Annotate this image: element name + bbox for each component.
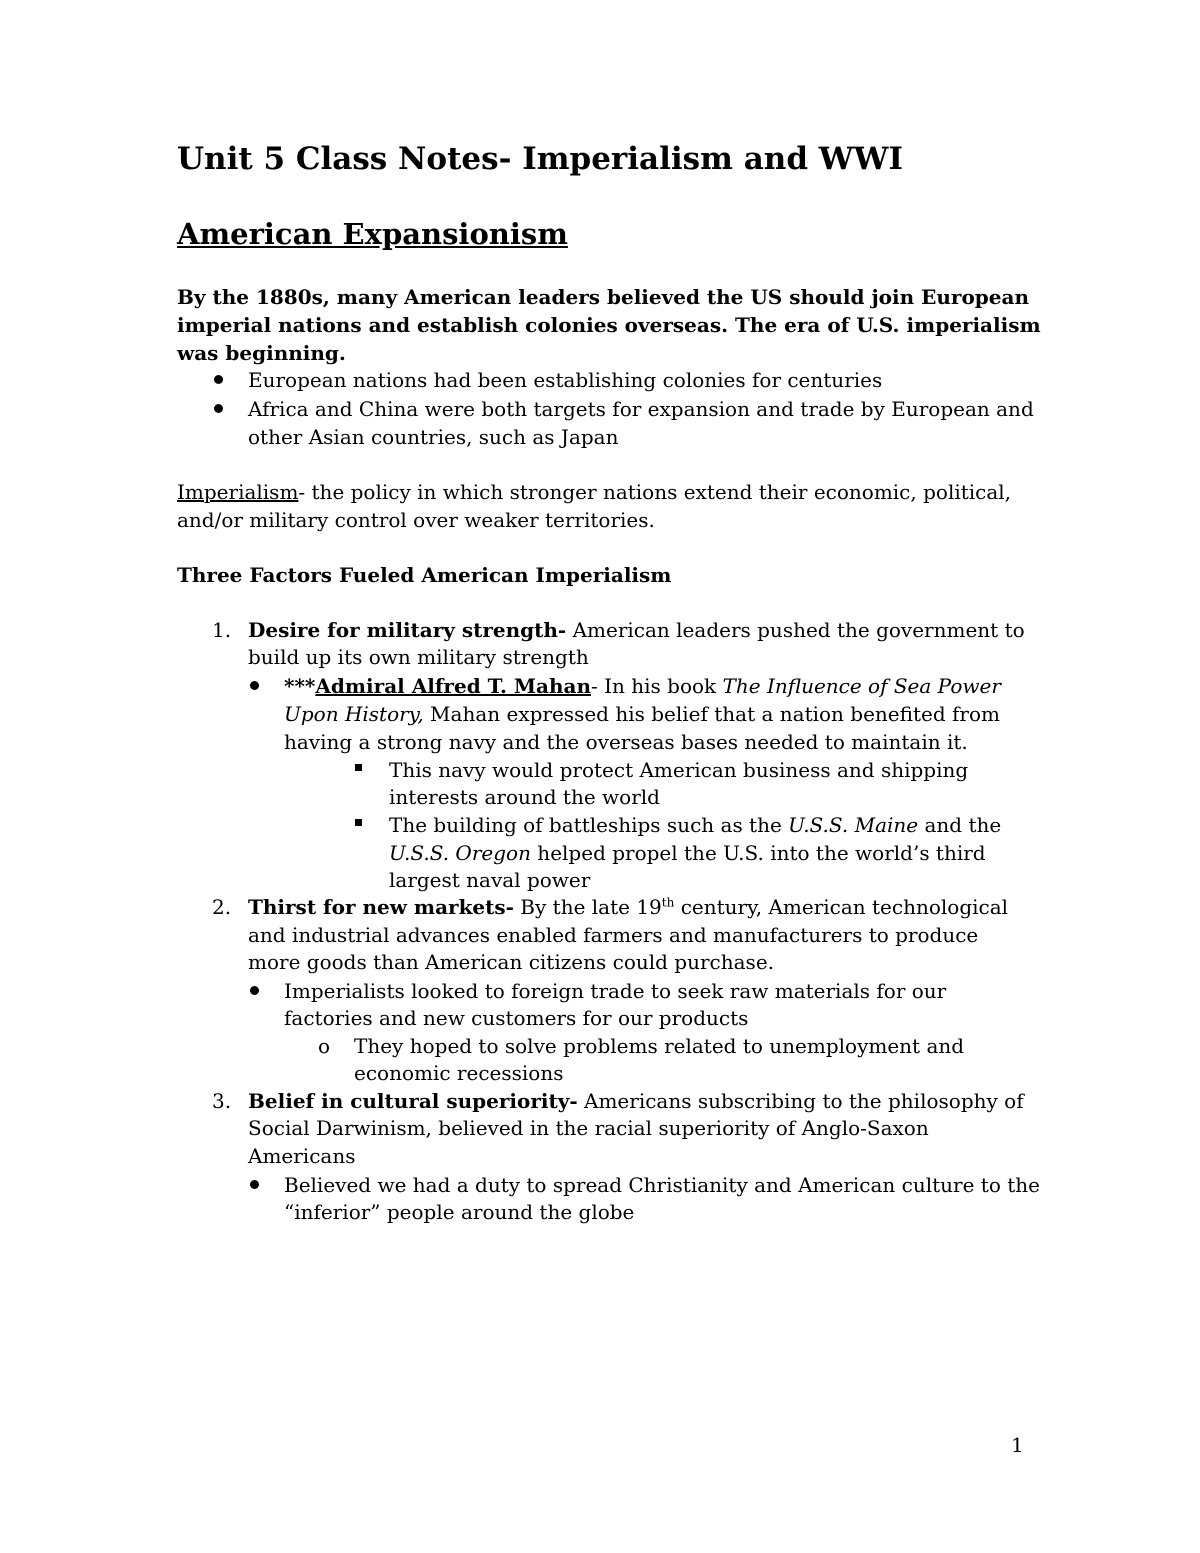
battleships-line-3: largest naval power <box>389 868 591 892</box>
factor-2-sub-line-1: Imperialists looked to foreign trade to seek raw materials for our <box>284 979 947 1003</box>
ship-oregon: U.S.S. Oregon <box>389 841 531 865</box>
battleships-line-1 <box>389 811 1001 839</box>
mahan-book-title-1: The Influence of Sea Power <box>722 674 1001 698</box>
factor-1-line-1 <box>248 616 1025 644</box>
definition-text: - the policy in which stronger nations extend their economic, political, <box>298 480 1012 504</box>
factor-2-line-1 <box>248 893 1008 921</box>
bullet-icon <box>214 404 223 413</box>
mahan-text: - In his book <box>591 674 723 698</box>
factor-3-label: Belief in cultural superiority- <box>248 1089 578 1113</box>
bullet-icon <box>250 1180 259 1189</box>
circle-bullet-icon: o <box>318 1034 331 1058</box>
mahan-line-2 <box>284 700 1000 728</box>
factor-3-sub-line-1: Believed we had a duty to spread Christianity and American culture to the <box>284 1173 1040 1197</box>
battleships-text-3: helped propel the U.S. into the world’s third <box>530 841 986 865</box>
intro-line-3: was beginning. <box>177 341 346 365</box>
document-title: Unit 5 Class Notes- Imperialism and WWI <box>177 141 903 177</box>
intro-bullet-2-line-2: other Asian countries, such as Japan <box>248 425 619 449</box>
page-number: 1 <box>1011 1433 1024 1457</box>
factor-2-number: 2. <box>212 895 232 919</box>
mahan-book-title-2: Upon History, <box>284 702 424 726</box>
factor-2-text: By the late 19 <box>513 895 662 919</box>
factor-1-label: Desire for military strength- <box>248 618 567 642</box>
navy-line-1: This navy would protect American business and shipping <box>389 758 969 782</box>
mahan-line-3: having a strong navy and the overseas bases needed to maintain it. <box>284 730 968 754</box>
ship-maine: U.S.S. Maine <box>788 813 919 837</box>
factor-3-text: Americans subscribing to the philosophy of <box>577 1089 1024 1113</box>
intro-bullet-2-line-1: Africa and China were both targets for expansion and trade by European and <box>248 397 1034 421</box>
factor-2-subsub-line-1: They hoped to solve problems related to unemployment and <box>354 1034 965 1058</box>
definition-line-1 <box>177 478 1011 506</box>
factors-heading: Three Factors Fueled American Imperialism <box>177 563 672 587</box>
intro-line-1: By the 1880s, many American leaders believed the US should join European <box>177 285 1029 309</box>
factor-2-line-2: and industrial advances enabled farmers and manufacturers to produce <box>248 923 979 947</box>
definition-term: Imperialism <box>177 480 299 504</box>
bullet-icon <box>250 681 259 690</box>
mahan-name: Admiral Alfred T. Mahan <box>315 674 592 698</box>
intro-bullet-1: European nations had been establishing colonies for centuries <box>248 368 883 392</box>
mahan-stars: *** <box>284 674 316 698</box>
factor-3-number: 3. <box>212 1089 232 1113</box>
battleships-text: The building of battleships such as the <box>389 813 789 837</box>
factor-1-text: American leaders pushed the government to <box>566 618 1025 642</box>
factor-1-line-2: build up its own military strength <box>248 645 589 669</box>
intro-line-2: imperial nations and establish colonies overseas. The era of U.S. imperialism <box>177 313 1041 337</box>
factor-3-line-3: Americans <box>248 1144 356 1168</box>
superscript-th: th <box>661 895 675 910</box>
square-bullet-icon <box>355 764 362 771</box>
factor-1-number: 1. <box>212 618 232 642</box>
bullet-icon <box>214 375 223 384</box>
factor-2-subsub-line-2: economic recessions <box>354 1061 564 1085</box>
factor-3-line-1 <box>248 1087 1024 1115</box>
mahan-line-1 <box>284 672 1001 700</box>
battleships-text-2: and the <box>918 813 1002 837</box>
factor-2-label: Thirst for new markets- <box>248 895 514 919</box>
factor-2-line-3: more goods than American citizens could purchase. <box>248 950 775 974</box>
bullet-icon <box>250 986 259 995</box>
mahan-text-2: Mahan expressed his belief that a nation benefited from <box>423 702 1000 726</box>
square-bullet-icon <box>355 819 362 826</box>
factor-2-sub-line-2: factories and new customers for our products <box>284 1006 749 1030</box>
section-heading: American Expansionism <box>177 217 568 251</box>
battleships-line-2 <box>389 839 986 867</box>
factor-2-text-2: century, American technological <box>674 895 1009 919</box>
navy-line-2: interests around the world <box>389 785 660 809</box>
definition-line-2: and/or military control over weaker territories. <box>177 508 655 532</box>
factor-3-sub-line-2: “inferior” people around the globe <box>284 1200 635 1224</box>
factor-3-line-2: Social Darwinism, believed in the racial superiority of Anglo-Saxon <box>248 1116 929 1140</box>
